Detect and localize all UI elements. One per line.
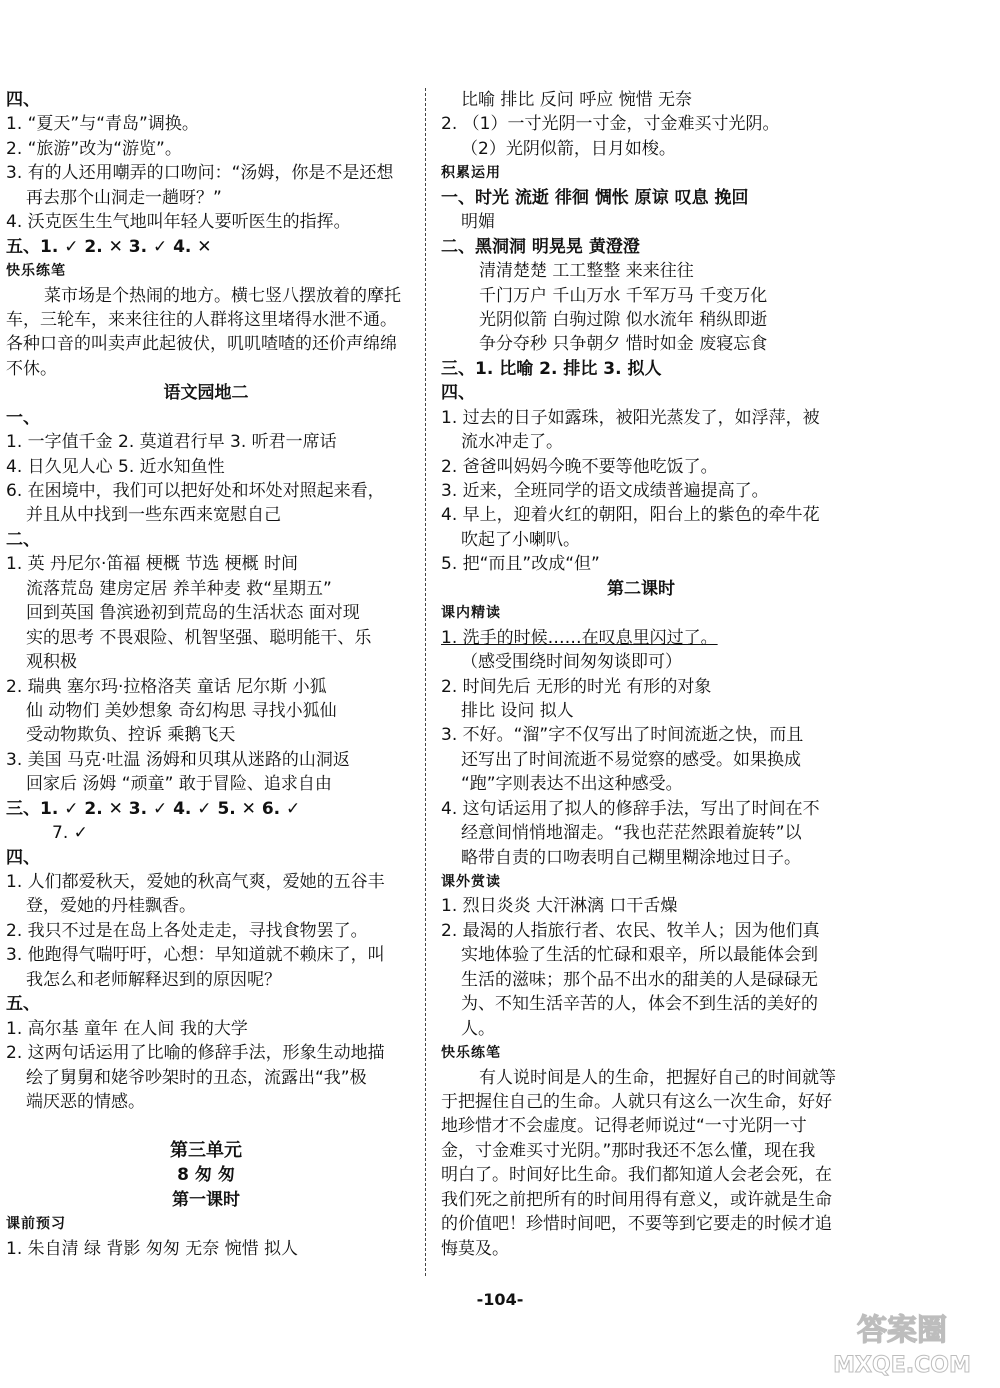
left-text-line: 再去那个山洞走一趟呀？”: [26, 187, 222, 208]
left-text-line: 不休。: [6, 358, 57, 379]
right-text-line: 略带自责的口吻表明自己糊里糊涂地过日子。: [461, 847, 801, 868]
right-text-line: 2. 时间先后 无形的时光 有形的对象: [441, 676, 712, 697]
left-text-line: [6, 1114, 406, 1138]
left-text-line: 登，爱她的丹桂飘香。: [26, 896, 196, 917]
right-text-line: 排比 设问 拟人: [461, 700, 574, 721]
left-text-line: 2. “旅游”改为“游览”。: [6, 138, 182, 159]
left-text-line: 仙 动物们 美妙想象 奇幻构思 寻找小狐仙: [26, 700, 337, 721]
left-text-line: 流落荒岛 建房定居 养羊种麦 救“星期五”: [26, 578, 332, 599]
right-text-line: 千门万户 千山万水 千军万马 千变万化: [479, 285, 768, 306]
right-text-line: 于把握住自己的生命。人就只有这么一次生命，好好: [441, 1091, 832, 1112]
left-text-line: 4. 沃克医生生气地叫年轻人要听医生的指挥。: [6, 212, 351, 233]
right-text-line: 明媚: [461, 212, 495, 233]
right-text-line: 明白了。时间好比生命。我们都知道人会老会死，在: [441, 1165, 832, 1186]
right-text-line: 第二课时: [607, 578, 675, 599]
right-text-line: 1. 洗手的时候……在叹息里闪过了。: [441, 627, 718, 648]
column-divider: [425, 88, 426, 1276]
left-text-line: 2. 这两句话运用了比喻的修辞手法，形象生动地描: [6, 1043, 385, 1064]
left-text-line: 语文园地二: [163, 383, 249, 404]
left-text-line: 绘了舅舅和姥爷吵架时的丑态，流露出“我”极: [26, 1067, 367, 1088]
left-text-line: 并且从中找到一些东西来宽慰自己: [26, 505, 281, 526]
left-text-line: 四、: [6, 90, 40, 110]
left-text-line: 五、: [6, 994, 40, 1015]
right-text-line: 2. 最渴的人指旅行者、农民、牧羊人；因为他们真: [441, 920, 820, 941]
right-text-line: 还写出了时间流逝不易觉察的感受。如果换成: [461, 749, 801, 770]
right-text-line: 金，寸金难买寸光阴。”那时我还不怎么懂，现在我: [441, 1140, 816, 1161]
right-text-line: 生活的滋味；那个品不出水的甜美的人是碌碌无: [461, 969, 818, 990]
left-text-line: 第一课时: [172, 1189, 240, 1210]
right-text-line: 3. 近来，全班同学的语文成绩普遍提高了。: [441, 481, 769, 501]
right-text-line: 课外赏读: [441, 874, 501, 890]
right-text-line: 悔莫及。: [441, 1238, 509, 1259]
right-column: [441, 88, 841, 1261]
right-text-line: 为、不知生活辛苦的人，体会不到生活的美好的: [461, 994, 818, 1015]
left-text-line: 回到英国 鲁滨逊初到荒岛的生活状态 面对现: [26, 603, 360, 624]
left-text-line: 受动物欺负、控诉 乘鹅飞天: [26, 725, 236, 746]
left-text-line: 四、: [6, 847, 40, 868]
right-text-line: 地珍惜才不会虚度。记得老师说过“一寸光阴一寸: [441, 1116, 807, 1137]
right-text-line: 四、: [441, 383, 475, 404]
left-column: [6, 88, 406, 1261]
left-text-line: 3. 美国 马克·吐温 汤姆和贝琪从迷路的山洞返: [6, 749, 350, 770]
left-text-line: 观积极: [26, 652, 77, 673]
right-text-line: 1. 烈日炎炎 大汗淋漓 口干舌燥: [441, 896, 678, 917]
right-text-line: 课内精读: [441, 605, 501, 622]
left-text-line: 实的思考 不畏艰险、机智坚强、聪明能干、乐: [26, 627, 372, 648]
left-text-line: 各种口音的叫卖声此起彼伏，叽叽喳喳的还价声绵绵: [6, 334, 397, 355]
page-number: -104-: [476, 1290, 524, 1309]
right-text-line: 我们死之前把所有的时间用得有意义，或许就是生命: [441, 1189, 832, 1210]
watermark-line1: 答案圈: [857, 1313, 947, 1348]
left-text-line: 快乐练笔: [6, 263, 66, 280]
right-text-line: 4. 这句话运用了拟人的修辞手法，写出了时间在不: [441, 798, 820, 819]
left-text-line: 回家后 汤姆 “顽童” 敢于冒险、追求自由: [26, 774, 332, 795]
left-text-line: 2. 我只不过是在岛上各处走走，寻找食物罢了。: [6, 920, 368, 941]
left-text-line: 3. 他跑得气喘吁吁，心想：早知道就不赖床了，叫: [6, 945, 385, 966]
left-text-line: 4. 日久见人心 5. 近水知鱼性: [6, 456, 225, 477]
left-text-line: 1. 英 丹尼尔·笛福 梗概 节选 梗概 时间: [6, 554, 299, 575]
left-text-line: 7. ✓: [52, 823, 88, 844]
right-text-line: 快乐练笔: [441, 1045, 501, 1062]
left-text-line: 第三单元: [170, 1139, 242, 1161]
right-text-line: 人。: [461, 1018, 495, 1039]
left-text-line: 1. 人们都爱秋天，爱她的秋高气爽，爱她的五谷丰: [6, 872, 385, 892]
left-text-line: 车，三轮车，来来往往的人群将这里堵得水泄不通。: [6, 309, 397, 330]
right-text-line: 流水冲走了。: [461, 432, 563, 453]
right-text-line: （感受围绕时间匆匆谈即可）: [461, 652, 682, 673]
left-text-line: 五、1. ✓ 2. ✕ 3. ✓ 4. ✕: [6, 236, 212, 257]
right-text-line: 比喻 排比 反问 呼应 惋惜 无奈: [461, 90, 693, 110]
right-text-line: 积累运用: [441, 165, 501, 182]
left-text-line: 菜市场是个热闹的地方。横七竖八摆放着的摩托: [44, 285, 401, 306]
right-text-line: 经意间悄悄地溜走。“我也茫茫然跟着旋转”以: [461, 823, 802, 844]
watermark-logo: [812, 1302, 992, 1382]
left-text-line: 课前预习: [6, 1216, 66, 1233]
left-text-line: 我怎么和老师解释迟到的原因呢？: [26, 969, 281, 990]
watermark-line2: MXQE.COM: [833, 1353, 971, 1378]
right-text-line: 争分夺秒 只争朝夕 惜时如金 废寝忘食: [479, 334, 768, 355]
right-text-line: 清清楚楚 工工整整 来来往往: [479, 261, 694, 282]
right-text-line: 二、黑洞洞 明晃晃 黄澄澄: [441, 236, 640, 257]
right-text-line: 三、1. 比喻 2. 排比 3. 拟人: [441, 358, 662, 379]
left-text-line: 8 匆 匆: [177, 1165, 235, 1186]
right-text-line: 1. 过去的日子如露珠，被阳光蒸发了，如浮萍，被: [441, 407, 820, 428]
left-text-line: 1. 高尔基 童年 在人间 我的大学: [6, 1018, 248, 1039]
right-text-line: “跑”字则表达不出这种感受。: [461, 774, 683, 795]
right-text-line: 的价值吧！珍惜时间吧，不要等到它要走的时候才追: [441, 1214, 832, 1235]
right-text-line: 5. 把“而且”改成“但”: [441, 554, 600, 575]
left-text-line: 一、: [6, 407, 40, 428]
left-text-line: 1. 朱自清 绿 背影 匆匆 无奈 惋惜 拟人: [6, 1238, 299, 1259]
right-text-line: 2. 爸爸叫妈妈今晚不要等他吃饭了。: [441, 456, 718, 477]
right-text-line: 实地体验了生活的忙碌和艰辛，所以最能体会到: [461, 945, 818, 966]
left-text-line: 2. 瑞典 塞尔玛·拉格洛芙 童话 尼尔斯 小狐: [6, 676, 327, 697]
right-text-line: 2. （1）一寸光阴一寸金，寸金难买寸光阴。: [441, 114, 780, 135]
left-text-line: 3. 有的人还用嘲弄的口吻问：“汤姆，你是不是还想: [6, 163, 394, 184]
left-text-line: 三、1. ✓ 2. ✕ 3. ✓ 4. ✓ 5. ✕ 6. ✓: [6, 798, 301, 819]
right-text-line: 4. 早上，迎着火红的朝阳，阳台上的紫色的牵牛花: [441, 505, 820, 526]
right-text-line: 一、时光 流逝 徘徊 惆怅 原谅 叹息 挽回: [441, 187, 749, 208]
right-text-line: 3. 不好。“溜”字不仅写出了时间流逝之快，而且: [441, 725, 804, 746]
left-text-line: 端厌恶的情感。: [26, 1091, 145, 1112]
right-text-line: 有人说时间是人的生命，把握好自己的时间就等: [479, 1067, 836, 1088]
left-text-line: 1. “夏天”与“青岛”调换。: [6, 114, 199, 135]
right-text-line: 吹起了小喇叭。: [461, 529, 580, 550]
left-text-line: 二、: [6, 529, 40, 550]
left-text-line: 1. 一字值千金 2. 莫道君行早 3. 听君一席话: [6, 432, 337, 453]
right-text-line: （2）光阴似箭，日月如梭。: [461, 138, 676, 159]
left-text-line: 6. 在困境中，我们可以把好处和坏处对照起来看，: [6, 481, 385, 501]
right-text-line: 光阴似箭 白驹过隙 似水流年 稍纵即逝: [479, 309, 768, 330]
